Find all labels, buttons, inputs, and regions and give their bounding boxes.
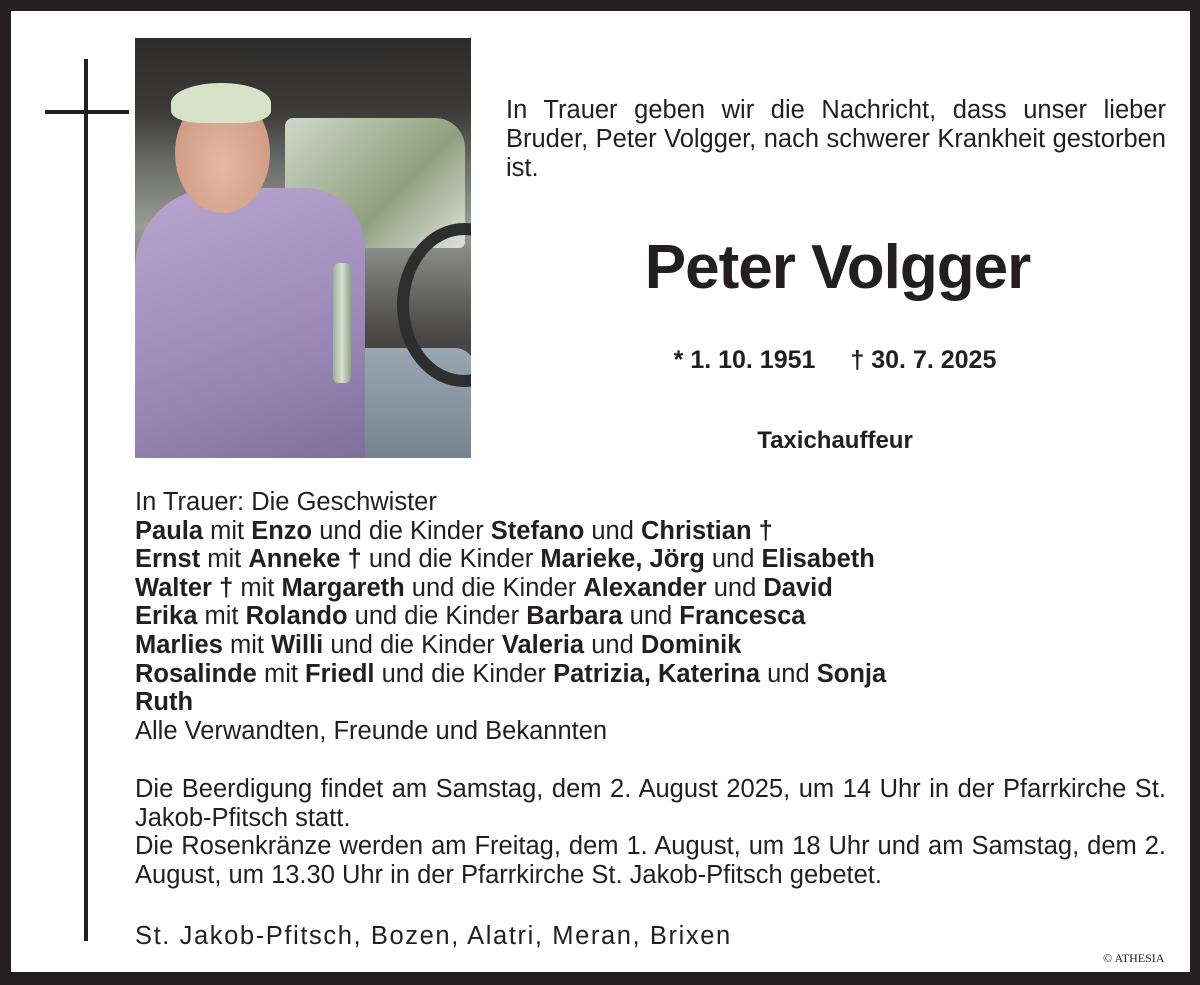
mourner-line: [135, 517, 886, 546]
cross-icon: [84, 59, 88, 941]
copyright: © ATHESIA: [1103, 951, 1165, 965]
mourner-line: [135, 717, 886, 746]
mourner-text: und: [704, 545, 762, 574]
mourner-text: mit: [222, 630, 272, 659]
mourner-text: In Trauer: Die Geschwister: [135, 488, 437, 516]
funeral-info: [135, 775, 1166, 889]
mourner-text: und: [584, 630, 641, 659]
mourner-name: Ernst: [135, 545, 201, 574]
mourner-text: und die Kinder: [361, 545, 541, 574]
portrait-photo: [135, 38, 471, 458]
mourner-text: und: [760, 659, 817, 688]
mourner-text: und die Kinder: [374, 659, 554, 688]
death-date: † 30. 7. 2025: [850, 346, 997, 374]
mourner-name: Enzo: [251, 516, 313, 545]
intro-text: In Trauer geben wir die Nachricht, dass unser lieber Bruder, Peter Volgger, nach schwerer Krankheit gestorben ist.: [506, 96, 1166, 182]
mourner-name: Patrizia, Katerina: [553, 659, 761, 688]
mourner-name: Dominik: [640, 630, 742, 659]
mourner-name: Francesca: [679, 602, 806, 631]
places: St. Jakob-Pfitsch, Bozen, Alatri, Meran, Brixen: [135, 922, 732, 950]
mourner-name: Ruth: [135, 688, 194, 717]
life-dates: [600, 346, 1070, 375]
mourner-name: Erika: [135, 602, 198, 631]
mourner-line: [135, 688, 886, 717]
mourner-text: und: [584, 516, 641, 545]
mourner-line: [135, 660, 886, 689]
mourner-name: Rolando: [245, 602, 348, 631]
deceased-name: Peter Volgger: [644, 233, 1031, 302]
mourner-line: [135, 545, 886, 574]
mourner-line: [135, 488, 886, 517]
mourner-line: [135, 631, 886, 660]
mourner-name: Barbara: [526, 602, 623, 631]
mourner-name: Elisabeth: [761, 545, 875, 574]
mourner-name: Margareth: [281, 573, 405, 602]
birth-date: * 1. 10. 1951: [673, 346, 816, 374]
rosary-paragraph: Die Rosenkränze werden am Freitag, dem 1. August, um 18 Uhr und am Samstag, dem 2. August, um 13.30 Uhr in der Pfarrkirche St. Jakob-Pfitsch gebetet.: [135, 832, 1166, 889]
mourner-name: Stefano: [490, 516, 585, 545]
mourner-name: Marieke, Jörg: [540, 545, 705, 574]
mourner-text: mit: [197, 602, 246, 631]
mourner-name: Marlies: [135, 630, 223, 659]
mourner-line: [135, 602, 886, 631]
mourner-name: Anneke †: [248, 545, 362, 574]
cross-icon-bar: [45, 110, 129, 114]
mourner-name: Friedl: [305, 659, 375, 688]
mourner-text: und: [622, 602, 680, 631]
mourner-text: und die Kinder: [323, 630, 502, 659]
mourner-text: mit: [233, 573, 282, 602]
mourners-list: [135, 488, 886, 745]
mourner-name: Paula: [135, 516, 204, 545]
mourner-text: und: [706, 573, 764, 602]
mourner-name: David: [763, 573, 833, 602]
mourner-text: und die Kinder: [312, 516, 491, 545]
mourner-text: und die Kinder: [404, 573, 584, 602]
mourner-name: Christian †: [641, 516, 773, 545]
mourner-line: [135, 574, 886, 603]
mourner-text: mit: [203, 516, 252, 545]
mourner-name: Sonja: [816, 659, 887, 688]
mourner-text: und die Kinder: [347, 602, 527, 631]
mourner-name: Rosalinde: [135, 659, 257, 688]
mourner-text: mit: [200, 545, 249, 574]
funeral-paragraph: Die Beerdigung findet am Samstag, dem 2. August 2025, um 14 Uhr in der Pfarrkirche St. Jakob-Pfitsch statt.: [135, 775, 1166, 832]
mourner-name: Alexander: [583, 573, 707, 602]
occupation: Taxichauffeur: [757, 427, 913, 454]
mourner-name: Walter †: [135, 573, 234, 602]
mourner-name: Valeria: [501, 630, 585, 659]
mourner-name: Willi: [271, 630, 324, 659]
mourner-text: mit: [256, 659, 306, 688]
mourner-text: Alle Verwandten, Freunde und Bekannten: [135, 716, 608, 745]
